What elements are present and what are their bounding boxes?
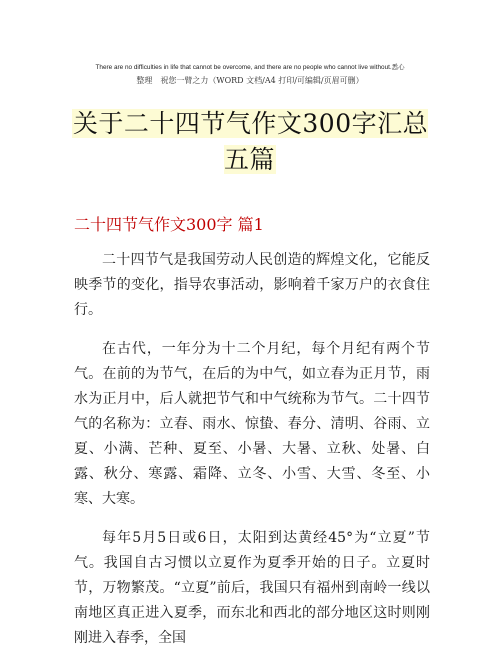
section-heading: 二十四节气作文300字 篇1 <box>74 215 264 234</box>
paragraph: 每年5月5日或6日，太阳到达黄经45°为“立夏”节气。我国自古习惯以立夏作为夏季开始的日子。立夏时节，万物繁茂。“立夏”前后，我国只有福州到南岭一线以南地区真正进入夏季，而东北和西北的部分地区这时则刚刚进入春季，全国 <box>74 530 430 646</box>
paragraph: 在古代，一年分为十二个月纪，每个月纪有两个节气。在前的为节气，在后的为中气，如立春为正月节，雨水为正月中，后人就把节气和中气统称为节气。二十四节气的名称为：立春、雨水、惊蛰、春分、清明、谷雨、立夏、小满、芒种、夏至、小暑、大暑、立秋、处暑、白露、秋分、寒露、霜降、立冬、小雪、大雪、冬至、小寒、大寒。 <box>74 341 430 507</box>
header-quote-cn: 整理 祝您一臂之力（WORD 文档/A4 打印/可编辑/页眉可删） <box>136 76 364 85</box>
document-title-text: 关于二十四节气作文300字汇总五篇 <box>72 109 429 174</box>
header-quote-en: There are no difficulties in life that cannot be overcome, and there are no people who cannot live without.悉心 <box>95 64 405 71</box>
paragraph: 二十四节气是我国劳动人民创造的辉煌文化，它能反映季节的变化，指导农事活动，影响着千家万户的衣食住行。 <box>74 252 430 318</box>
body-text <box>74 248 430 665</box>
document-title <box>70 106 430 178</box>
